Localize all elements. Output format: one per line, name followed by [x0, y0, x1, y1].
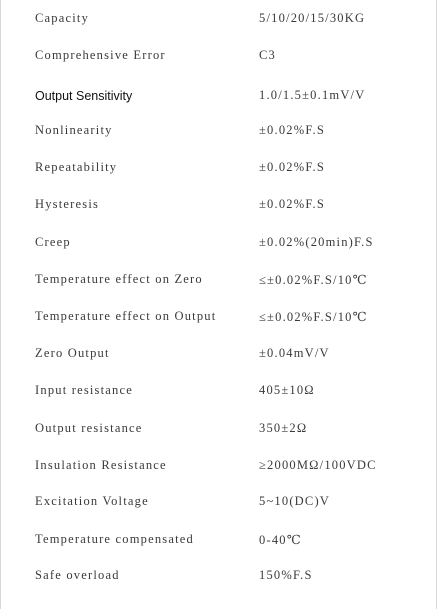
spec-row-capacity	[1, 0, 437, 37]
spec-row-temperature-effect-zero	[1, 261, 437, 298]
spec-param-excitation-voltage: Excitation Voltage	[35, 494, 149, 508]
spec-value-output-sensitivity: 1.0/1.5±0.1mV/V	[259, 88, 366, 102]
spec-value-safe-overload: 150%F.S	[259, 568, 313, 582]
spec-param-comprehensive-error: Comprehensive Error	[35, 48, 166, 62]
spec-row-output-resistance	[1, 410, 437, 447]
spec-param-hysteresis: Hysteresis	[35, 197, 100, 211]
spec-row-temperature-effect-output	[1, 298, 437, 335]
spec-row-nonlinearity	[1, 112, 437, 149]
spec-value-excitation-voltage: 5~10(DC)V	[259, 494, 331, 508]
spec-value-zero-output: ±0.04mV/V	[259, 346, 330, 360]
spec-param-creep: Creep	[35, 235, 71, 249]
spec-param-zero-output: Zero Output	[35, 346, 110, 360]
spec-param-capacity: Capacity	[35, 11, 90, 25]
spec-value-temperature-compensated: 0-40℃	[259, 532, 302, 547]
spec-value-nonlinearity: ±0.02%F.S	[259, 123, 325, 137]
spec-param-repeatability: Repeatability	[35, 160, 118, 174]
spec-value-comprehensive-error: C3	[259, 48, 276, 62]
spec-row-comprehensive-error	[1, 37, 437, 74]
spec-row-output-sensitivity	[1, 77, 437, 114]
spec-row-input-resistance	[1, 372, 437, 409]
spec-row-safe-overload	[1, 557, 437, 594]
spec-param-safe-overload: Safe overload	[35, 568, 120, 582]
spec-value-capacity: 5/10/20/15/30KG	[259, 11, 366, 25]
spec-value-output-resistance: 350±2Ω	[259, 421, 308, 435]
spec-param-nonlinearity: Nonlinearity	[35, 123, 113, 137]
spec-row-creep	[1, 224, 437, 261]
spec-param-input-resistance: Input resistance	[35, 383, 133, 397]
spec-row-insulation-resistance	[1, 447, 437, 484]
spec-value-hysteresis: ±0.02%F.S	[259, 197, 325, 211]
spec-param-temperature-effect-zero: Temperature effect on Zero	[35, 272, 203, 286]
spec-value-repeatability: ±0.02%F.S	[259, 160, 325, 174]
spec-param-output-sensitivity: Output Sensitivity	[35, 88, 133, 103]
spec-param-temperature-compensated: Temperature compensated	[35, 532, 194, 546]
spec-value-insulation-resistance: ≥2000MΩ/100VDC	[259, 458, 377, 472]
spec-param-temperature-effect-output: Temperature effect on Output	[35, 309, 217, 323]
spec-row-hysteresis	[1, 186, 437, 223]
spec-row-repeatability	[1, 149, 437, 186]
spec-value-creep: ±0.02%(20min)F.S	[259, 235, 374, 249]
spec-row-excitation-voltage	[1, 483, 437, 520]
spec-param-insulation-resistance: Insulation Resistance	[35, 458, 167, 472]
spec-row-zero-output	[1, 335, 437, 372]
spec-row-temperature-compensated	[1, 521, 437, 558]
spec-value-temperature-effect-zero: ≤±0.02%F.S/10℃	[259, 272, 368, 287]
spec-value-input-resistance: 405±10Ω	[259, 383, 315, 397]
spec-param-output-resistance: Output resistance	[35, 421, 143, 435]
spec-value-temperature-effect-output: ≤±0.02%F.S/10℃	[259, 309, 368, 324]
